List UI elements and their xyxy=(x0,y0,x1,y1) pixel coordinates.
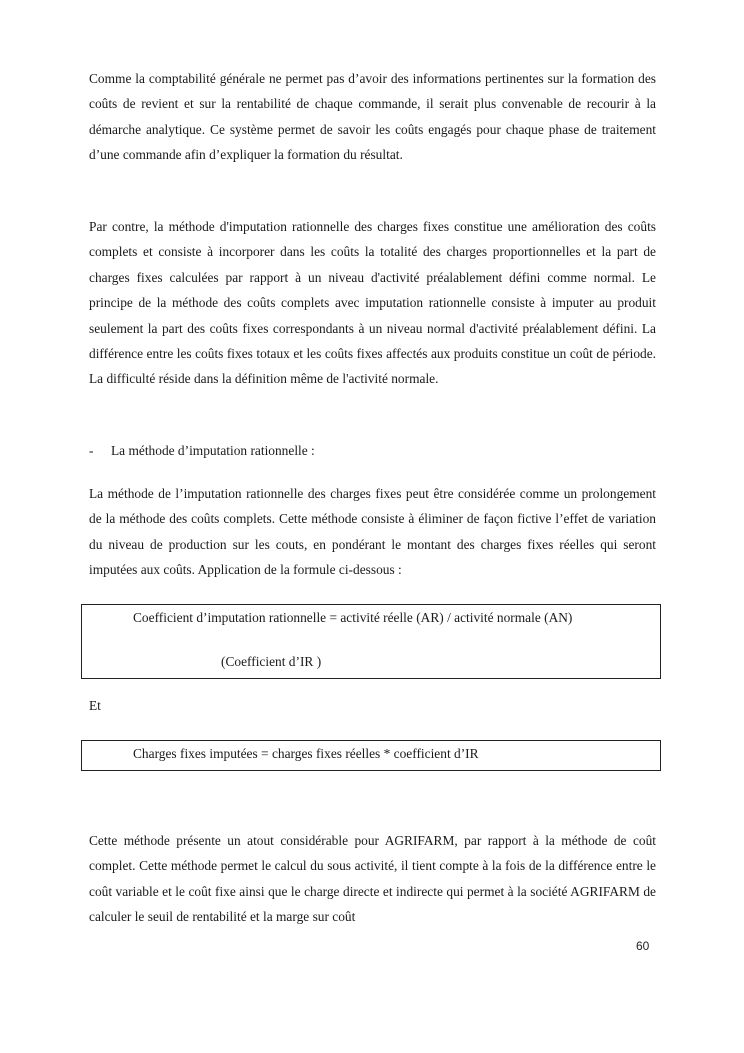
formula-charges-line: Charges fixes imputées = charges fixes réelles * coefficient d’IR xyxy=(133,746,479,761)
paragraph-agrifarm-advantage: Cette méthode présente un atout considérable pour AGRIFARM, par rapport à la méthode de coût complet. Cette méthode permet le calcul du sous activité, il tient compte à la fois de la différence entre le coût variable et le coût fixe ainsi que le charge directe et indirecte qui permet à la société AGRIFARM de calculer le seuil de rentabilité et la marge sur coût xyxy=(89,833,656,925)
formula-box-coefficient xyxy=(81,604,661,679)
bullet-text: La méthode d’imputation rationnelle : xyxy=(111,443,315,458)
formula-box-charges xyxy=(81,740,661,771)
page-number: 60 xyxy=(636,939,650,953)
formula-coefficient-abbrev: (Coefficient d’IR ) xyxy=(221,654,322,669)
connector-text: Et xyxy=(89,698,101,713)
paragraph-method-description: La méthode de l’imputation rationnelle des charges fixes peut être considérée comme un prolongement de la méthode des coûts complets. Cette méthode consiste à éliminer de façon fictive l’effet de variation du niveau de production sur les couts, en pondérant le montant des charges fixes réelles qui seront imputées aux coûts. Application de la formule ci-dessous : xyxy=(89,486,656,578)
formula-coefficient-line: Coefficient d’imputation rationnelle = activité réelle (AR) / activité normale (AN) xyxy=(133,610,573,625)
bullet-dash: - xyxy=(89,443,94,458)
bullet-item xyxy=(89,438,656,463)
paragraph-intro: Comme la comptabilité générale ne permet pas d’avoir des informations pertinentes sur la formation des coûts de revient et sur la rentabilité de chaque commande, il serait plus convenable de recourir à la démarche analytique. Ce système permet de savoir les coûts engagés pour chaque phase de traitement d’une commande afin d’expliquer la formation du résultat. xyxy=(89,71,656,163)
paragraph-imputation-definition: Par contre, la méthode d'imputation rationnelle des charges fixes constitue une amélioration des coûts complets et consiste à incorporer dans les coûts la totalité des charges proportionnelles et la part de charges fixes calculées par rapport à un niveau d'activité préalablement défini comme normal. Le principe de la méthode des coûts complets avec imputation rationnelle consiste à imputer au produit seulement la part des coûts fixes correspondants à un niveau normal d'activité préalablement défini. La différence entre les coûts fixes totaux et les coûts fixes affectés aux produits constitue un coût de période. La difficulté réside dans la définition même de l'activité normale. xyxy=(89,219,656,387)
